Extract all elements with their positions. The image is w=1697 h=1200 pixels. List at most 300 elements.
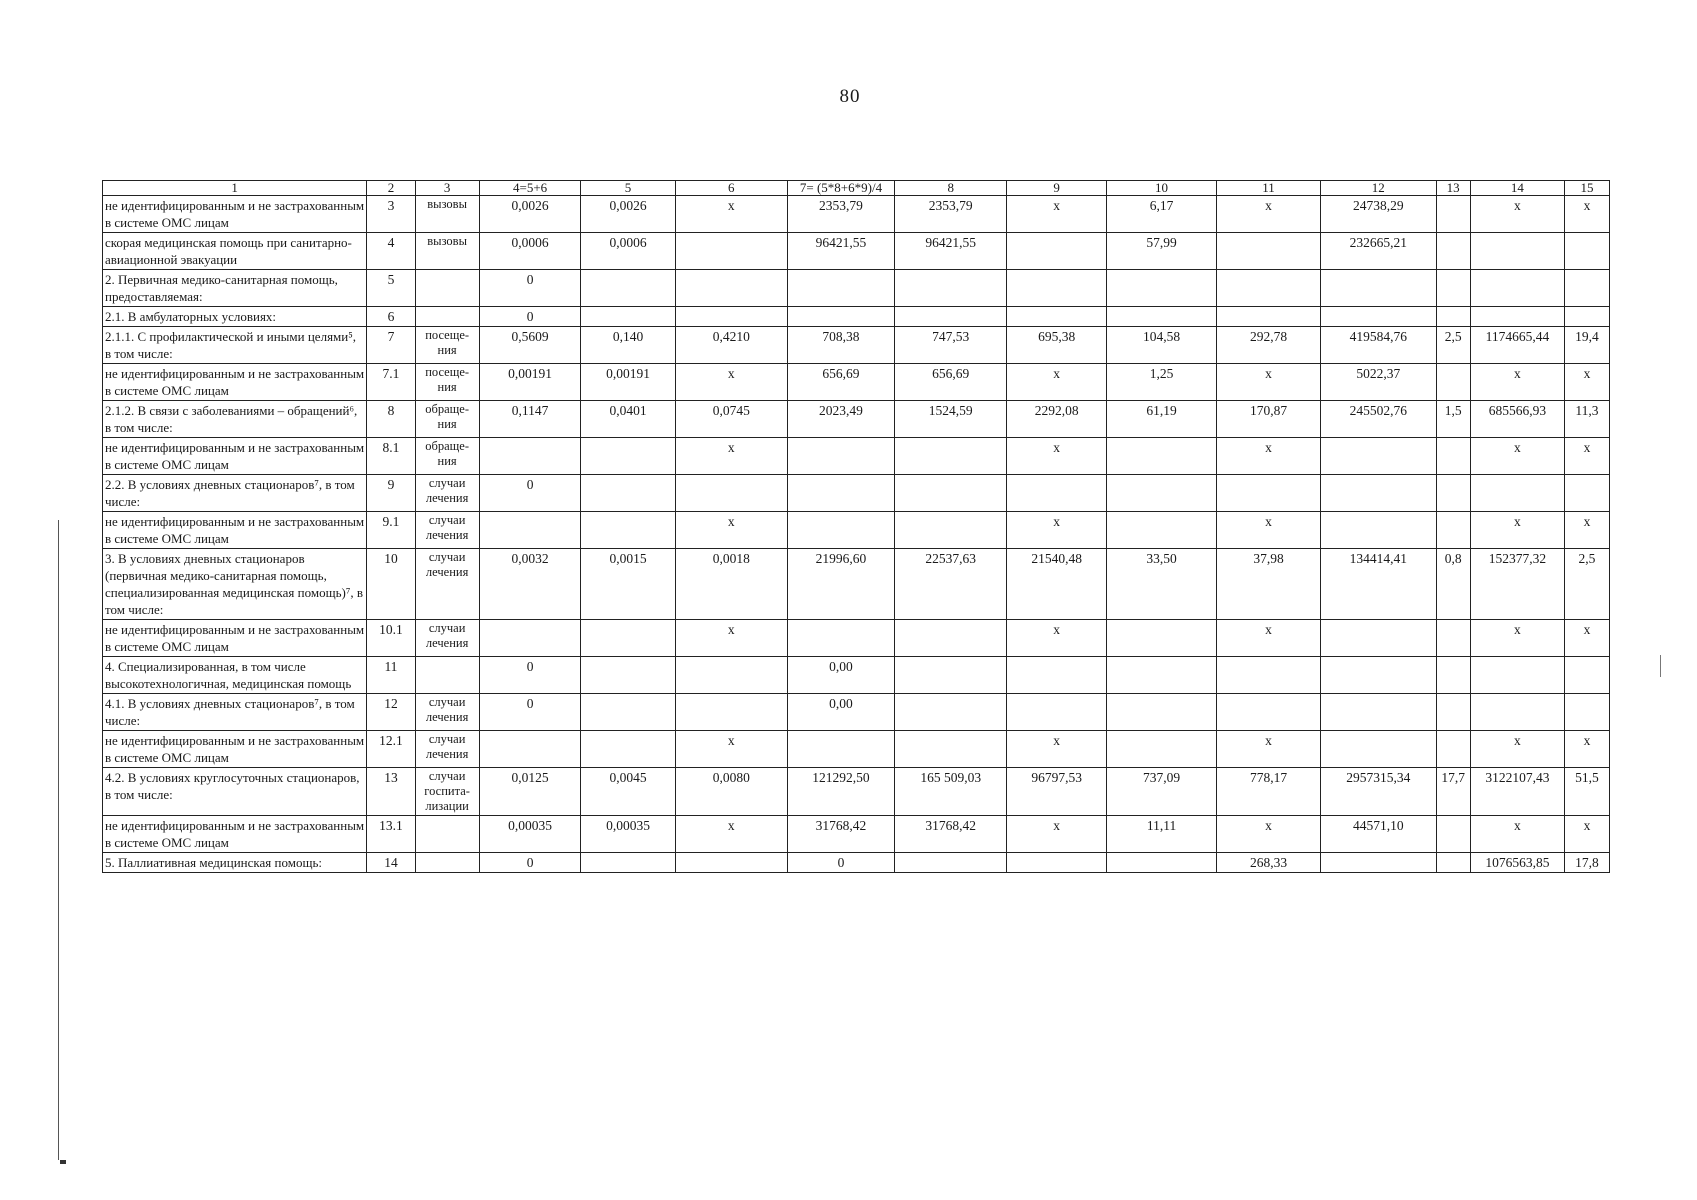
value-cell: 44571,10 [1320, 816, 1436, 853]
value-cell [1106, 438, 1216, 475]
value-cell: х [1564, 364, 1609, 401]
value-cell: 0 [479, 475, 581, 512]
value-cell: 37,98 [1217, 549, 1321, 620]
value-cell: 419584,76 [1320, 327, 1436, 364]
value-cell: 2957315,34 [1320, 768, 1436, 816]
row-label-cell: 4.2. В условиях круглосуточных стационаров, в том числе: [103, 768, 367, 816]
row-label-cell: не идентифицированным и не застрахованным в системе ОМС лицам [103, 816, 367, 853]
value-cell: 0,0015 [581, 549, 675, 620]
header-cell: 6 [675, 181, 787, 196]
row-number-cell: 10.1 [367, 620, 415, 657]
value-cell: 1,25 [1106, 364, 1216, 401]
unit-cell [415, 657, 479, 694]
value-cell [1436, 853, 1470, 873]
value-cell [1320, 853, 1436, 873]
row-label-cell: 2.1.2. В связи с заболеваниями – обращений⁶, в том числе: [103, 401, 367, 438]
value-cell [1436, 694, 1470, 731]
value-cell: 0,4210 [675, 327, 787, 364]
value-cell [1217, 270, 1321, 307]
value-cell [895, 620, 1007, 657]
value-cell [1436, 731, 1470, 768]
value-cell [1470, 270, 1564, 307]
row-number-cell: 3 [367, 196, 415, 233]
header-cell: 10 [1106, 181, 1216, 196]
value-cell: 1524,59 [895, 401, 1007, 438]
value-cell [1007, 233, 1107, 270]
table-row [103, 233, 1610, 270]
value-cell: х [1007, 438, 1107, 475]
value-cell: 31768,42 [895, 816, 1007, 853]
value-cell: х [1470, 620, 1564, 657]
row-label-cell: 2. Первичная медико-санитарная помощь, предоставляемая: [103, 270, 367, 307]
table-body [103, 196, 1610, 873]
value-cell: 0,0026 [479, 196, 581, 233]
value-cell [1007, 694, 1107, 731]
value-cell [895, 694, 1007, 731]
value-cell [895, 438, 1007, 475]
row-number-cell: 13.1 [367, 816, 415, 853]
table-row [103, 694, 1610, 731]
row-number-cell: 14 [367, 853, 415, 873]
row-label-cell: не идентифицированным и не застрахованным в системе ОМС лицам [103, 364, 367, 401]
value-cell: х [1470, 731, 1564, 768]
value-cell [1564, 307, 1609, 327]
value-cell: 0,00191 [581, 364, 675, 401]
unit-cell: случаи лечения [415, 512, 479, 549]
table-row [103, 620, 1610, 657]
value-cell: 708,38 [787, 327, 894, 364]
value-cell: 292,78 [1217, 327, 1321, 364]
value-cell [675, 853, 787, 873]
value-cell: 2,5 [1564, 549, 1609, 620]
value-cell: 2023,49 [787, 401, 894, 438]
value-cell [581, 694, 675, 731]
value-cell: 737,09 [1106, 768, 1216, 816]
header-cell: 3 [415, 181, 479, 196]
value-cell: 11,11 [1106, 816, 1216, 853]
table-row [103, 327, 1610, 364]
value-cell [1106, 853, 1216, 873]
row-label-cell: 2.2. В условиях дневных стационаров⁷, в том числе: [103, 475, 367, 512]
header-cell: 12 [1320, 181, 1436, 196]
header-cell: 13 [1436, 181, 1470, 196]
value-cell [1436, 657, 1470, 694]
value-cell: 22537,63 [895, 549, 1007, 620]
value-cell: 33,50 [1106, 549, 1216, 620]
value-cell: х [1007, 620, 1107, 657]
value-cell: 2353,79 [787, 196, 894, 233]
header-row [103, 181, 1610, 196]
value-cell: 0,00 [787, 694, 894, 731]
value-cell: 6,17 [1106, 196, 1216, 233]
value-cell [787, 438, 894, 475]
value-cell: 17,8 [1564, 853, 1609, 873]
value-cell: х [1217, 196, 1321, 233]
value-cell: х [1564, 512, 1609, 549]
row-number-cell: 7 [367, 327, 415, 364]
scan-margin-mark [60, 1160, 66, 1164]
table-row [103, 657, 1610, 694]
table-row [103, 475, 1610, 512]
unit-cell: случаи лечения [415, 731, 479, 768]
value-cell [479, 438, 581, 475]
value-cell [895, 475, 1007, 512]
value-cell [479, 512, 581, 549]
row-label-cell: 2.1. В амбулаторных условиях: [103, 307, 367, 327]
value-cell: 0,0745 [675, 401, 787, 438]
value-cell: х [1007, 196, 1107, 233]
value-cell: х [1217, 512, 1321, 549]
value-cell: 0,0006 [581, 233, 675, 270]
header-cell: 14 [1470, 181, 1564, 196]
value-cell: х [1470, 816, 1564, 853]
table-row [103, 549, 1610, 620]
row-label-cell: не идентифицированным и не застрахованным в системе ОМС лицам [103, 196, 367, 233]
value-cell: 0,00191 [479, 364, 581, 401]
value-cell: 5022,37 [1320, 364, 1436, 401]
value-cell [1106, 270, 1216, 307]
value-cell [1436, 438, 1470, 475]
value-cell [895, 657, 1007, 694]
value-cell [787, 270, 894, 307]
value-cell [895, 512, 1007, 549]
unit-cell: случаи госпита-лизации [415, 768, 479, 816]
row-label-cell: 3. В условиях дневных стационаров (первичная медико-санитарная помощь, специализированная медицинская помощь)⁷, в том числе: [103, 549, 367, 620]
value-cell [581, 657, 675, 694]
value-cell: 170,87 [1217, 401, 1321, 438]
value-cell: 695,38 [1007, 327, 1107, 364]
value-cell: 21540,48 [1007, 549, 1107, 620]
value-cell: 778,17 [1217, 768, 1321, 816]
row-number-cell: 5 [367, 270, 415, 307]
unit-cell: обраще-ния [415, 438, 479, 475]
unit-cell: вызовы [415, 196, 479, 233]
row-number-cell: 12.1 [367, 731, 415, 768]
value-cell: 0,8 [1436, 549, 1470, 620]
value-cell [895, 731, 1007, 768]
value-cell [581, 438, 675, 475]
value-cell [1007, 270, 1107, 307]
value-cell [1217, 657, 1321, 694]
value-cell [1217, 233, 1321, 270]
value-cell: 31768,42 [787, 816, 894, 853]
value-cell: 2292,08 [1007, 401, 1107, 438]
value-cell: 11,3 [1564, 401, 1609, 438]
value-cell: 0,1147 [479, 401, 581, 438]
value-cell [895, 853, 1007, 873]
value-cell: 0,0401 [581, 401, 675, 438]
row-number-cell: 4 [367, 233, 415, 270]
unit-cell [415, 853, 479, 873]
value-cell [787, 475, 894, 512]
value-cell: 1,5 [1436, 401, 1470, 438]
value-cell: х [1217, 731, 1321, 768]
value-cell: 656,69 [787, 364, 894, 401]
value-cell: 121292,50 [787, 768, 894, 816]
value-cell: 0,00 [787, 657, 894, 694]
value-cell: х [1217, 438, 1321, 475]
value-cell [581, 620, 675, 657]
value-cell [787, 731, 894, 768]
value-cell [1436, 816, 1470, 853]
value-cell [1320, 512, 1436, 549]
row-label-cell: не идентифицированным и не застрахованным в системе ОМС лицам [103, 512, 367, 549]
unit-cell: случаи лечения [415, 694, 479, 731]
row-label-cell: не идентифицированным и не застрахованным в системе ОМС лицам [103, 438, 367, 475]
value-cell: 17,7 [1436, 768, 1470, 816]
value-cell: х [1217, 816, 1321, 853]
value-cell: 61,19 [1106, 401, 1216, 438]
value-cell [1320, 307, 1436, 327]
value-cell: 3122107,43 [1470, 768, 1564, 816]
row-number-cell: 9.1 [367, 512, 415, 549]
value-cell: 0,0018 [675, 549, 787, 620]
unit-cell: случаи лечения [415, 620, 479, 657]
value-cell [675, 694, 787, 731]
value-cell [581, 512, 675, 549]
value-cell [1106, 657, 1216, 694]
value-cell [581, 270, 675, 307]
value-cell: 0,0080 [675, 768, 787, 816]
value-cell [787, 620, 894, 657]
value-cell: 0,00035 [581, 816, 675, 853]
row-number-cell: 8 [367, 401, 415, 438]
value-cell: х [675, 731, 787, 768]
value-cell: х [1007, 731, 1107, 768]
value-cell [1007, 475, 1107, 512]
unit-cell [415, 816, 479, 853]
row-label-cell: скорая медицинская помощь при санитарно-авиационной эвакуации [103, 233, 367, 270]
value-cell: х [1564, 731, 1609, 768]
value-cell: 747,53 [895, 327, 1007, 364]
value-cell: 165 509,03 [895, 768, 1007, 816]
value-cell: 1076563,85 [1470, 853, 1564, 873]
value-cell [1217, 307, 1321, 327]
header-cell: 7= (5*8+6*9)/4 [787, 181, 894, 196]
value-cell [479, 731, 581, 768]
value-cell: х [675, 816, 787, 853]
value-cell [895, 270, 1007, 307]
table-row [103, 270, 1610, 307]
value-cell: х [1470, 438, 1564, 475]
row-number-cell: 7.1 [367, 364, 415, 401]
table-row [103, 768, 1610, 816]
value-cell: 0,140 [581, 327, 675, 364]
unit-cell: случаи лечения [415, 475, 479, 512]
table-row [103, 853, 1610, 873]
value-cell [1106, 512, 1216, 549]
value-cell: х [675, 620, 787, 657]
header-cell: 8 [895, 181, 1007, 196]
value-cell [1106, 307, 1216, 327]
value-cell [1007, 853, 1107, 873]
value-cell [1436, 270, 1470, 307]
value-cell [1564, 694, 1609, 731]
value-cell [1564, 475, 1609, 512]
value-cell [787, 512, 894, 549]
value-cell: 2353,79 [895, 196, 1007, 233]
row-label-cell: 5. Паллиативная медицинская помощь: [103, 853, 367, 873]
value-cell [1470, 657, 1564, 694]
value-cell: х [675, 364, 787, 401]
value-cell [1106, 620, 1216, 657]
value-cell: х [675, 196, 787, 233]
value-cell: 0,0045 [581, 768, 675, 816]
value-cell [1470, 475, 1564, 512]
value-cell: 245502,76 [1320, 401, 1436, 438]
header-cell: 2 [367, 181, 415, 196]
value-cell [1320, 438, 1436, 475]
value-cell [1564, 657, 1609, 694]
table-row [103, 816, 1610, 853]
value-cell: 21996,60 [787, 549, 894, 620]
value-cell: 0,0026 [581, 196, 675, 233]
value-cell: х [1470, 364, 1564, 401]
value-cell [1436, 620, 1470, 657]
value-cell: 19,4 [1564, 327, 1609, 364]
value-cell: 51,5 [1564, 768, 1609, 816]
row-number-cell: 12 [367, 694, 415, 731]
value-cell [1007, 657, 1107, 694]
unit-cell: случаи лечения [415, 549, 479, 620]
value-cell [581, 307, 675, 327]
value-cell: 0,0006 [479, 233, 581, 270]
value-cell: х [1007, 816, 1107, 853]
value-cell: х [1564, 196, 1609, 233]
value-cell [581, 731, 675, 768]
financing-table [102, 180, 1610, 873]
value-cell [1470, 233, 1564, 270]
row-label-cell: 4. Специализированная, в том числе высокотехнологичная, медицинская помощь [103, 657, 367, 694]
value-cell: 268,33 [1217, 853, 1321, 873]
table-row [103, 196, 1610, 233]
table-row [103, 307, 1610, 327]
table-row [103, 401, 1610, 438]
value-cell: х [675, 512, 787, 549]
value-cell [1320, 475, 1436, 512]
value-cell: х [675, 438, 787, 475]
value-cell: 0 [479, 694, 581, 731]
header-cell: 9 [1007, 181, 1107, 196]
value-cell [1436, 233, 1470, 270]
row-label-cell: 4.1. В условиях дневных стационаров⁷, в том числе: [103, 694, 367, 731]
table-row [103, 438, 1610, 475]
value-cell: 0 [479, 853, 581, 873]
value-cell: 1174665,44 [1470, 327, 1564, 364]
value-cell: х [1564, 438, 1609, 475]
value-cell [675, 233, 787, 270]
value-cell [1436, 196, 1470, 233]
value-cell [1106, 694, 1216, 731]
value-cell: 0,0032 [479, 549, 581, 620]
value-cell: 232665,21 [1320, 233, 1436, 270]
page-number: 80 [839, 86, 861, 107]
value-cell: х [1470, 196, 1564, 233]
value-cell [581, 853, 675, 873]
scan-margin-line [58, 520, 59, 1160]
value-cell [1007, 307, 1107, 327]
value-cell [1470, 307, 1564, 327]
value-cell: 685566,93 [1470, 401, 1564, 438]
header-cell: 1 [103, 181, 367, 196]
row-number-cell: 6 [367, 307, 415, 327]
value-cell [1436, 512, 1470, 549]
row-label-cell: 2.1.1. С профилактической и иными целями⁵, в том числе: [103, 327, 367, 364]
row-number-cell: 11 [367, 657, 415, 694]
value-cell: 0,5609 [479, 327, 581, 364]
value-cell [1320, 731, 1436, 768]
unit-cell: посеще-ния [415, 364, 479, 401]
unit-cell [415, 270, 479, 307]
header-cell: 5 [581, 181, 675, 196]
row-number-cell: 8.1 [367, 438, 415, 475]
value-cell [1470, 694, 1564, 731]
value-cell: х [1564, 620, 1609, 657]
value-cell [1320, 270, 1436, 307]
value-cell: х [1217, 364, 1321, 401]
row-number-cell: 9 [367, 475, 415, 512]
value-cell: 0 [479, 307, 581, 327]
value-cell: 104,58 [1106, 327, 1216, 364]
value-cell [675, 657, 787, 694]
unit-cell [415, 307, 479, 327]
value-cell: х [1470, 512, 1564, 549]
value-cell: 656,69 [895, 364, 1007, 401]
value-cell: 96421,55 [895, 233, 1007, 270]
header-cell: 11 [1217, 181, 1321, 196]
value-cell [787, 307, 894, 327]
value-cell [1436, 364, 1470, 401]
value-cell [895, 307, 1007, 327]
value-cell [1106, 475, 1216, 512]
value-cell: 0 [479, 270, 581, 307]
value-cell: 57,99 [1106, 233, 1216, 270]
value-cell [479, 620, 581, 657]
value-cell [1320, 694, 1436, 731]
table-row [103, 512, 1610, 549]
unit-cell: посеще-ния [415, 327, 479, 364]
value-cell [1436, 307, 1470, 327]
value-cell [1106, 731, 1216, 768]
value-cell: 152377,32 [1470, 549, 1564, 620]
value-cell: 0 [479, 657, 581, 694]
unit-cell: вызовы [415, 233, 479, 270]
header-cell: 4=5+6 [479, 181, 581, 196]
value-cell: 0,0125 [479, 768, 581, 816]
value-cell: 24738,29 [1320, 196, 1436, 233]
value-cell: 0,00035 [479, 816, 581, 853]
value-cell [675, 270, 787, 307]
value-cell [1436, 475, 1470, 512]
value-cell [581, 475, 675, 512]
row-number-cell: 13 [367, 768, 415, 816]
row-label-cell: не идентифицированным и не застрахованным в системе ОМС лицам [103, 731, 367, 768]
unit-cell: обраще-ния [415, 401, 479, 438]
scan-margin-mark-right [1660, 655, 1661, 677]
value-cell: х [1564, 816, 1609, 853]
table-row [103, 364, 1610, 401]
value-cell [1320, 620, 1436, 657]
row-label-cell: не идентифицированным и не застрахованным в системе ОМС лицам [103, 620, 367, 657]
value-cell: 96421,55 [787, 233, 894, 270]
value-cell: х [1217, 620, 1321, 657]
value-cell [1320, 657, 1436, 694]
value-cell [675, 307, 787, 327]
value-cell: х [1007, 364, 1107, 401]
value-cell [675, 475, 787, 512]
value-cell: х [1007, 512, 1107, 549]
value-cell [1217, 694, 1321, 731]
